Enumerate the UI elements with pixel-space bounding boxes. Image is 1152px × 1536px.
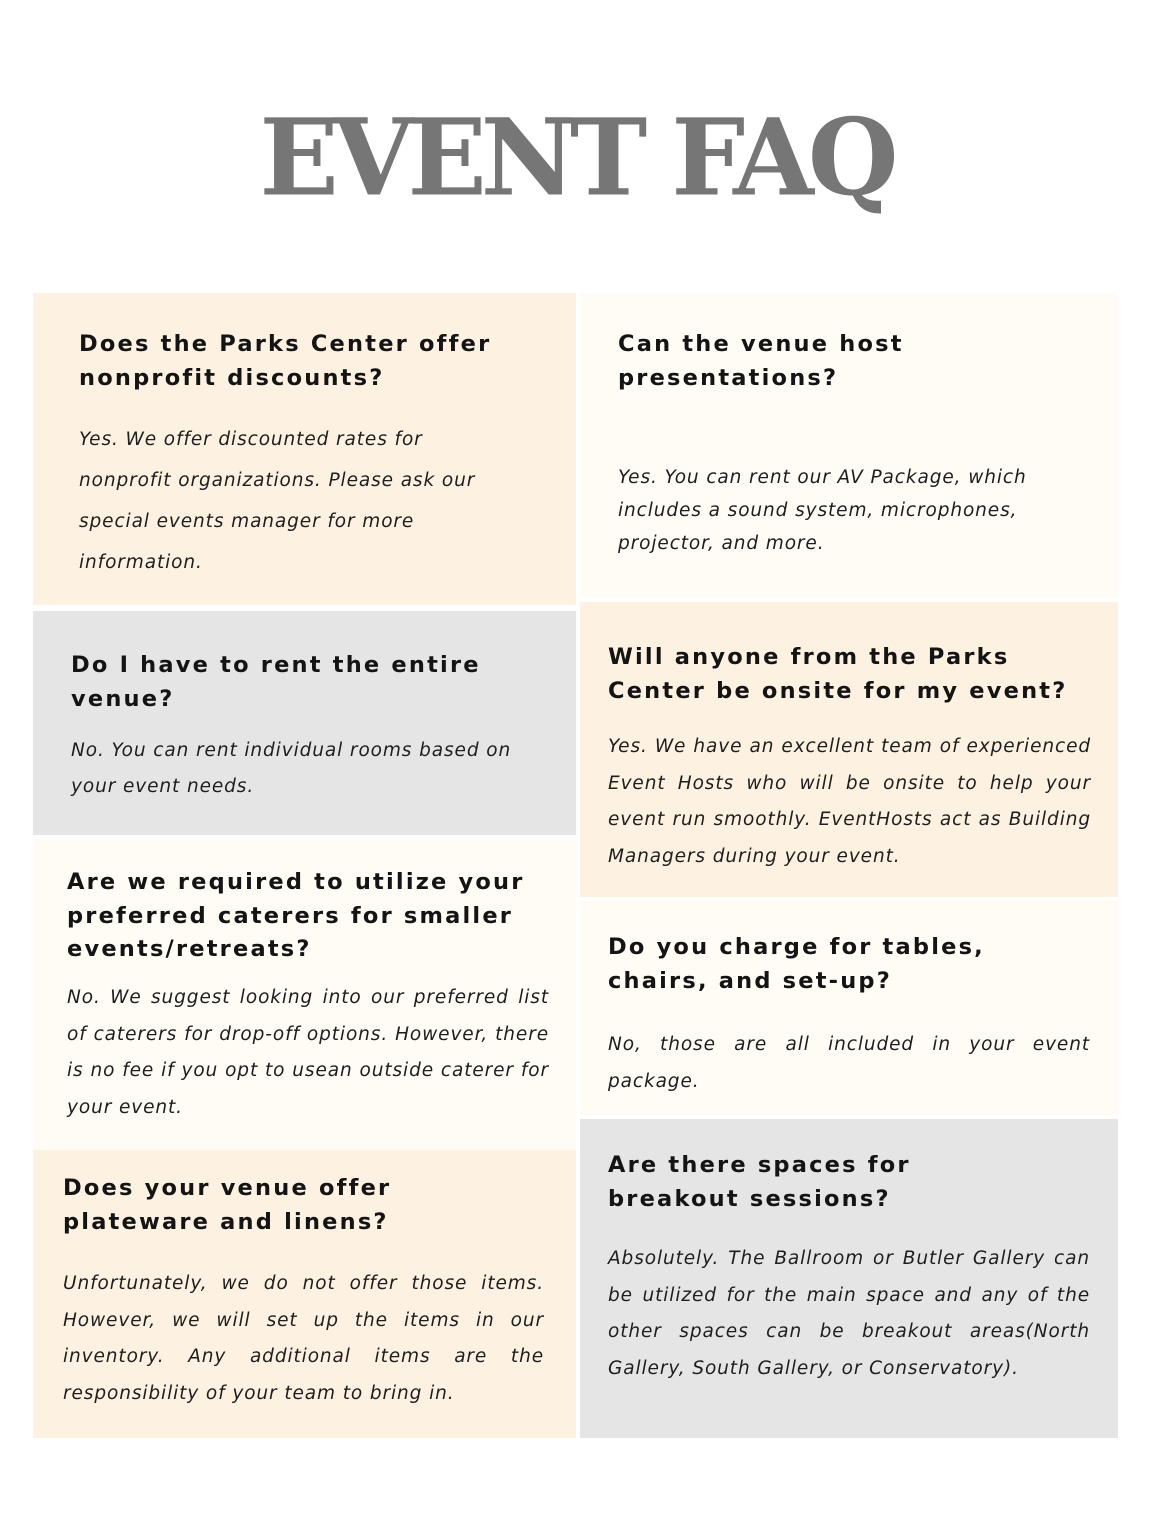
faq-answer: No. You can rent individual rooms based on your event needs. bbox=[71, 740, 512, 797]
faq-question: Are we required to utilize your preferred caterers for smaller events/retreats? bbox=[67, 869, 525, 962]
faq-answer: No, those are all included in your event package. bbox=[608, 1034, 1090, 1092]
faq-answer: Yes. You can rent our AV Package, which includes a sound system, microphones, projector, and more. bbox=[618, 467, 1027, 554]
faq-question: Does your venue offer plateware and linens? bbox=[63, 1175, 392, 1235]
faq-card-tables-chairs-setup bbox=[580, 901, 1118, 1115]
faq-answer: Yes. We offer discounted rates for nonprofit organizations. Please ask our special events manager for more information. bbox=[79, 429, 476, 573]
faq-card-plateware-linens bbox=[33, 1150, 576, 1438]
faq-question: Will anyone from the Parks Center be onsite for my event? bbox=[608, 644, 1068, 704]
faq-answer: Absolutely. The Ballroom or Butler Gallery can be utilized for the main space and any of the other spaces can be breakout areas(North Gallery, South Gallery, or Conservatory). bbox=[608, 1248, 1090, 1379]
faq-card-breakout-sessions bbox=[580, 1119, 1118, 1438]
faq-answer: Unfortunately, we do not offer those items. However, we will set up the items in our inventory. Any additional items are the responsibility of your team to bring in. bbox=[63, 1273, 544, 1404]
faq-question: Does the Parks Center offer nonprofit discounts? bbox=[79, 331, 492, 391]
faq-answer: Yes. We have an excellent team of experienced Event Hosts who will be onsite to help your event run smoothly. EventHosts act as Building Managers during your event. bbox=[608, 736, 1091, 867]
faq-question: Can the venue host presentations? bbox=[618, 331, 904, 391]
faq-card-preferred-caterers bbox=[33, 839, 576, 1150]
faq-card-presentations bbox=[580, 293, 1118, 598]
page-title: EVENT FAQ bbox=[259, 94, 893, 221]
faq-question: Do you charge for tables, chairs, and set-up? bbox=[608, 934, 985, 994]
faq-card-nonprofit-discounts bbox=[33, 293, 576, 605]
faq-answer: No. We suggest looking into our preferred list of caterers for drop-off options. However, there is no fee if you opt to usean outside caterer for your event. bbox=[67, 987, 549, 1118]
faq-card-onsite-staff bbox=[580, 602, 1118, 897]
faq-question: Are there spaces for breakout sessions? bbox=[608, 1152, 911, 1212]
faq-question: Do I have to rent the entire venue? bbox=[71, 652, 481, 712]
faq-card-rent-entire-venue bbox=[33, 611, 576, 835]
